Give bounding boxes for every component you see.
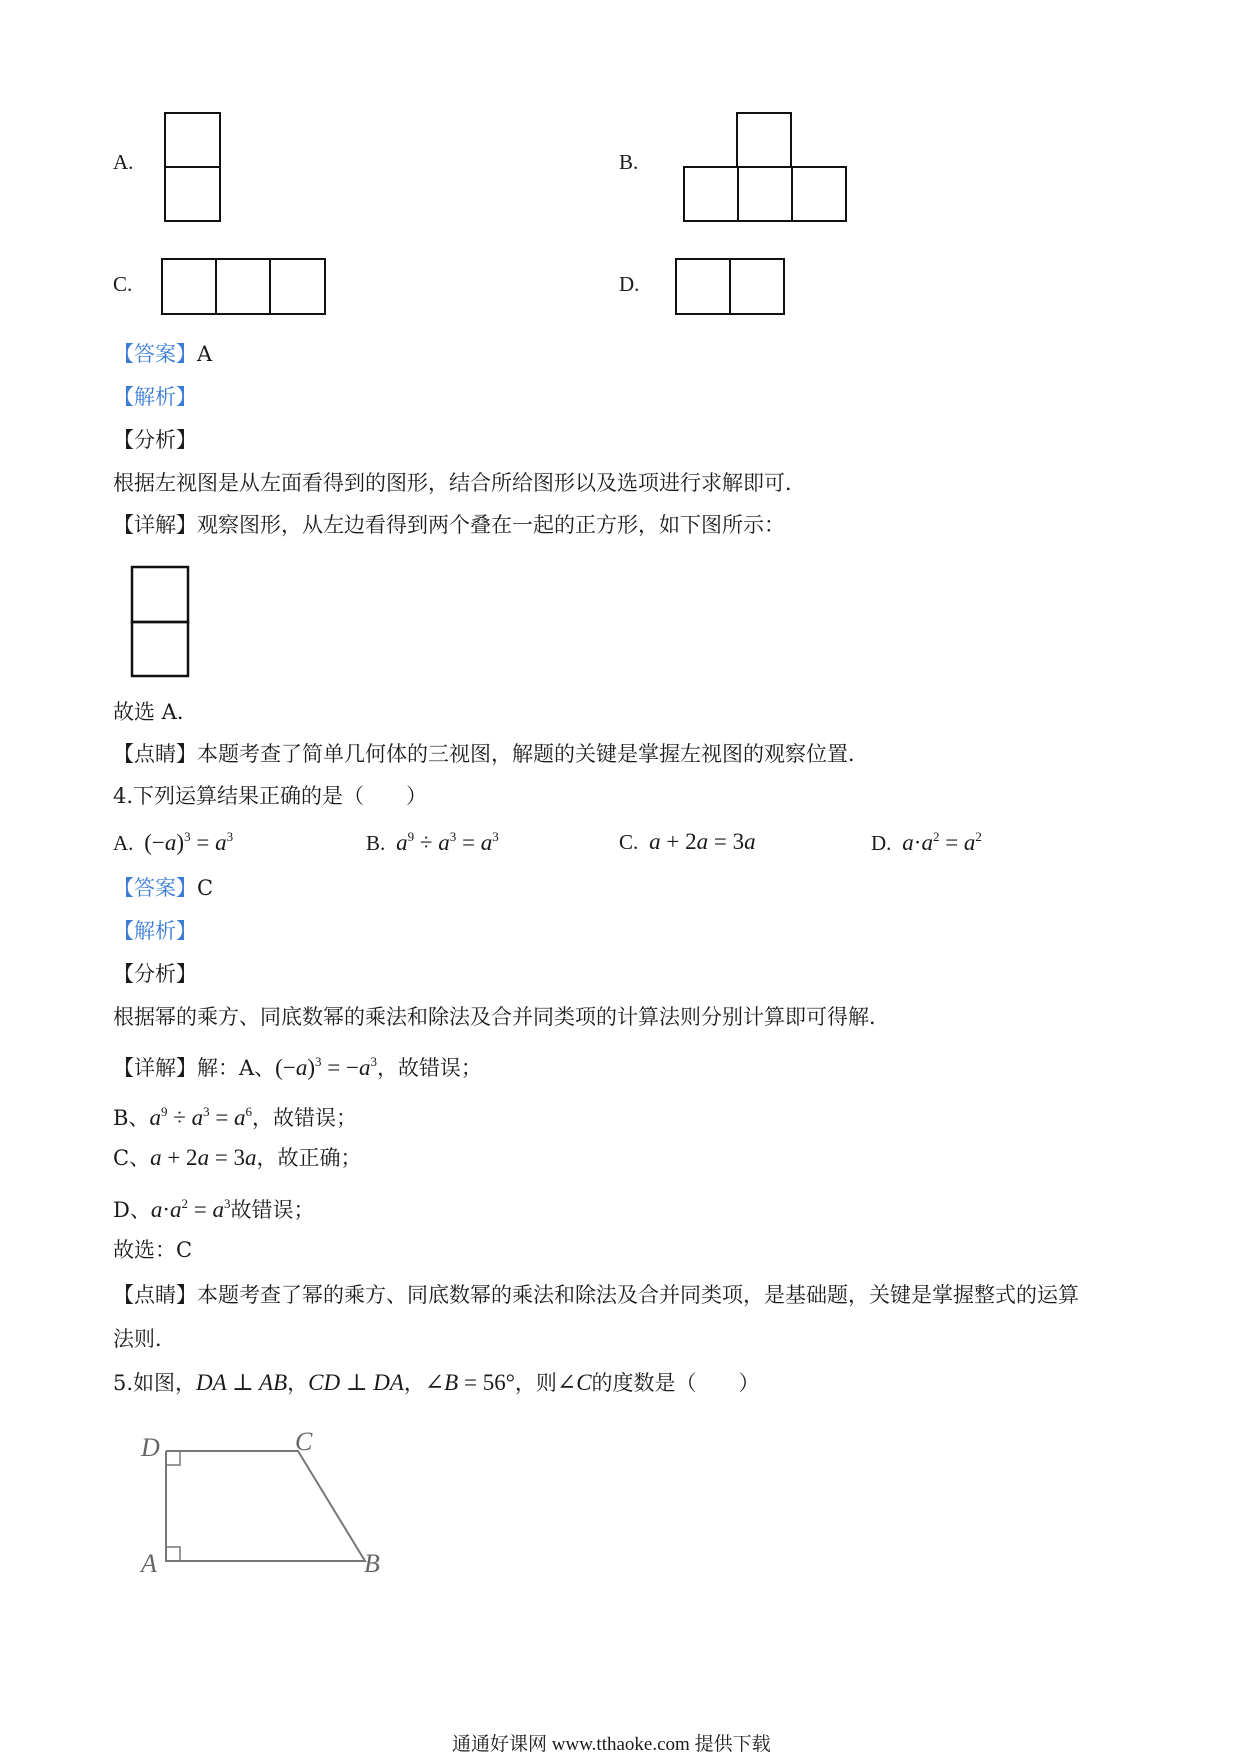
answer-tag: 【答案】 [113,876,197,900]
label-a: A [141,1549,157,1578]
q4-dianjing [113,1282,1079,1308]
q4-dianjing-line2: 法则． [113,1327,176,1351]
q4-option-a-expr: $(-a)^3 = a^3$ [144,829,234,855]
option-a-label: A. [113,150,134,174]
three-squares-row-icon [161,258,327,316]
left-view-squares-figure [131,566,191,678]
q4-option-c-expr: a + 2a = 3a [643,829,756,854]
q3-detail [113,512,785,538]
q4-option-b-expr: $a^9 \div a^3 = a^3$ [390,829,499,855]
q4-choose: 故选：C [113,1238,193,1262]
q3-analysis-text: 根据左视图是从左面看得到的图形，结合所给图形以及选项进行求解即可． [113,471,806,495]
answer-value: A [197,342,213,366]
label-c: C [295,1427,313,1456]
q3-choose: 故选 A． [113,700,198,724]
dianjing-tag: 【点睛】 [113,742,197,766]
dianjing-text: 本题考查了简单几何体的三视图，解题的关键是掌握左视图的观察位置． [197,742,869,766]
q3-fenxi-tag: 【分析】 [113,428,197,452]
label-d: D [141,1433,160,1462]
q4-detail-line-c: C、a + 2a = 3a，故正确； [113,1145,362,1170]
option-b-label: B. [619,150,639,174]
dianjing-tag: 【点睛】 [113,1283,197,1307]
label-b: B [364,1549,380,1578]
q3-jiexi-tag: 【解析】 [113,385,197,409]
q4-option-c: C. a + 2a = 3a [619,829,756,854]
q3-answer [113,341,212,367]
q4-answer [113,875,213,901]
t-shape-four-squares-icon [683,112,847,222]
q4-option-b: B. $a^9 \div a^3 = a^3$ [366,829,499,855]
answer-value: C [197,876,214,900]
page-footer: 通通好课网 www.tthaoke.com 提供下载 [452,1734,771,1755]
two-squares-row-icon [675,258,787,316]
detail-tag: 【详解】 [113,513,197,537]
q4-option-a: A. $(-a)^3 = a^3$ [113,829,234,855]
trapezoid-figure [135,1420,405,1580]
q4-jiexi-tag: 【解析】 [113,919,197,943]
answer-tag: 【答案】 [113,342,197,366]
q4-detail-line-d: D、$a\cdot a^2 = a^3$故错误； [113,1196,315,1222]
q4-detail-line-b: B、$a^9 \div a^3 = a^6$，故错误； [113,1104,358,1130]
q4-option-d: D. $a\cdot a^2 = a^2$ [871,829,982,855]
q5-stem: 5.如图，DA ⊥ AB，CD ⊥ DA，∠B = 56°，则∠C的度数是（ ） [113,1370,760,1395]
detail-text: 观察图形，从左边看得到两个叠在一起的正方形，如下图所示： [197,513,785,537]
q4-option-d-expr: $a\cdot a^2 = a^2$ [896,829,982,855]
q4-detail-line-a: 【详解】解：A、$(-a)^3 = -a^3$，故错误； [113,1054,482,1080]
two-stacked-squares-icon [164,112,222,222]
q4-analysis-text: 根据幂的乘方、同底数幂的乘法和除法及合并同类项的计算法则分别计算即可得解． [113,1005,890,1029]
q4-fenxi-tag: 【分析】 [113,962,197,986]
dianjing-text: 本题考查了幂的乘方、同底数幂的乘法和除法及合并同类项，是基础题，关键是掌握整式的运算 [197,1283,1079,1307]
option-d-label: D. [619,272,640,296]
q3-dianjing [113,741,869,767]
option-c-label: C. [113,272,133,296]
q4-stem: 4.下列运算结果正确的是（ ） [113,784,428,808]
